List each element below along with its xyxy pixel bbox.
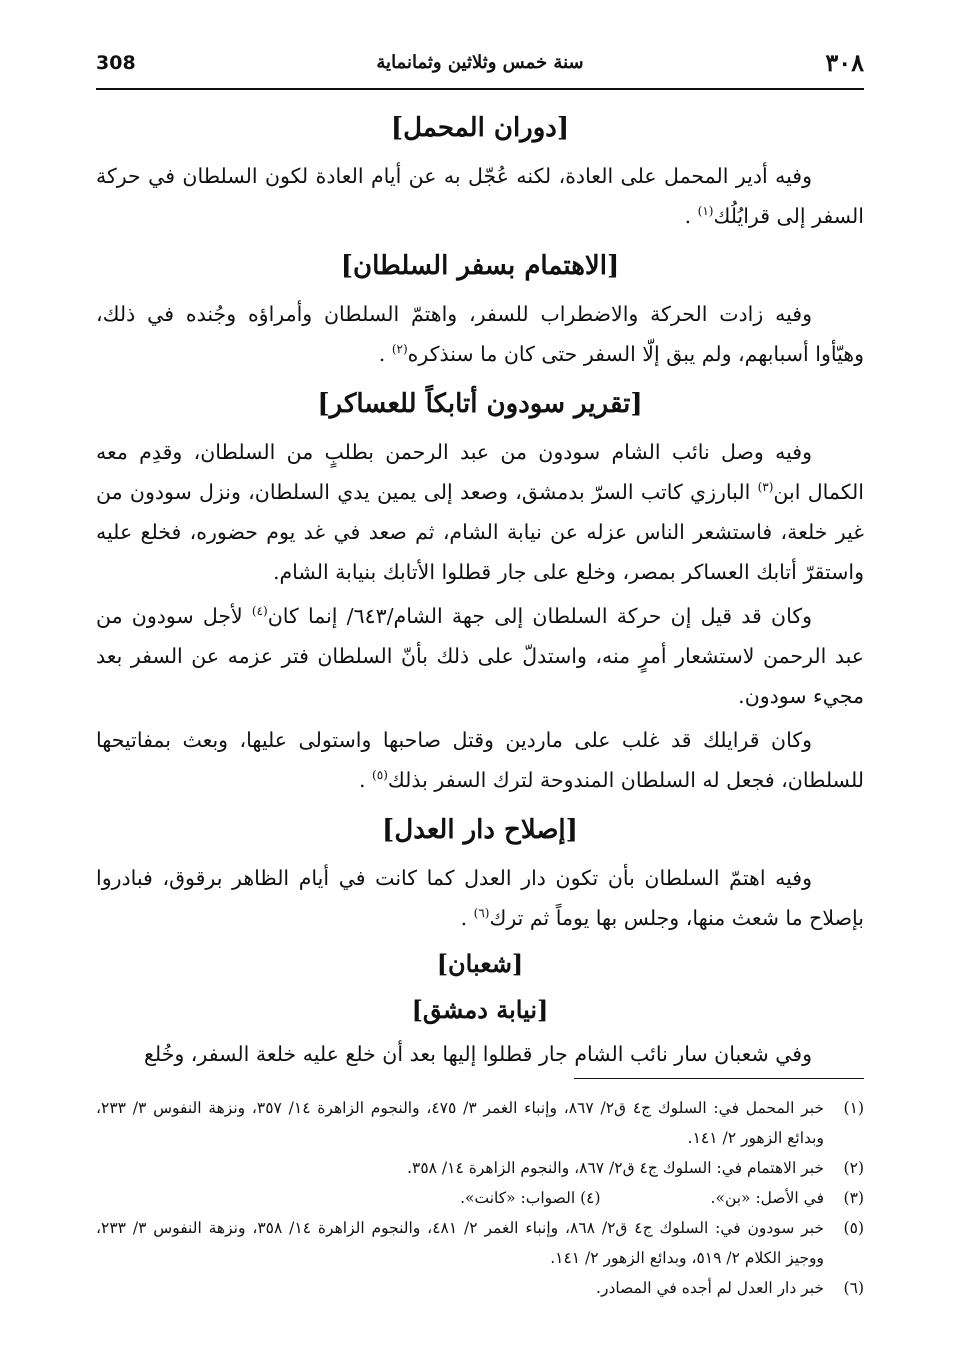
paragraph-text: البارزي كاتب السرّ بدمشق، وصعد إلى يمين يدي السلطان، ونزل سودون من غير خلعة، فاستشعر الناس عزله عن نيابة الشام، ثم صعد في غد يوم حضوره، فخلع عليه واستقرّ أتابك العساكر بمصر، وخلع على جار قطلوا الأتابك بنيابة الشام. — [96, 480, 864, 584]
paragraph-text: وفيه وصل نائب الشام سودون من عبد الرحمن بطلبٍ من السلطان، وقدِم معه الكمال ابن — [96, 440, 864, 504]
footnote-text: في الأصل: «بن». — [710, 1189, 824, 1207]
paragraph-justice-house — [96, 858, 864, 938]
footnote-text: خبر المحمل في: السلوك ج٤ ق٢/ ٨٦٧، وإنباء الغمر ٣/ ٤٧٥، والنجوم الزاهرة ١٤/ ٣٥٧، ونزهة النفوس ٣/ ٢٣٣، وبدائع الزهور ٢/ ١٤١. — [96, 1099, 824, 1147]
footnote-pair — [96, 1183, 824, 1213]
footnote-rule — [574, 1078, 864, 1079]
paragraph-mahmal — [96, 156, 864, 236]
section-heading-mahmal: [دوران المحمل] — [390, 113, 570, 143]
footnotes — [96, 1078, 864, 1303]
footnote-ref[interactable]: (٤) — [251, 604, 268, 619]
book-page — [96, 40, 864, 1340]
paragraph-text: وكان قرايلك قد غلب على ماردين وقتل صاحبها واستولى عليها، وبعث بمفاتيحها للسلطان، فجعل له السلطان المندوحة لترك السفر بذلك — [96, 728, 864, 792]
footnote-ref[interactable]: (٥) — [372, 768, 388, 783]
paragraph-text: وفيه اهتمّ السلطان بأن تكون دار العدل كما كانت في أيام الظاهر برقوق، فبادروا بإصلاح ما شعث منها، وجلس بها يوماً ثم ترك — [96, 866, 864, 930]
footnote-number: (٤) — [580, 1189, 601, 1207]
paragraph-travel — [96, 294, 864, 374]
footnote-text: خبر سودون في: السلوك ج٤ ق٢/ ٨٦٨، وإنباء الغمر ٢/ ٤٨١، والنجوم الزاهرة ١٤/ ٣٥٨، ونزهة النفوس ٣/ ٢٣٣، ووجيز الكلام ٢/ ٥١٩، وبدائع الزهور ٢/ ١٤١. — [96, 1219, 824, 1267]
footnote-1 — [96, 1093, 864, 1153]
footnote-2 — [96, 1153, 864, 1183]
paragraph-text: لأجل سودون من عبد الرحمن لاستشعار أمرٍ منه، واستدلّ على ذلك بأنّ السلطان فتر عزمه عن السفر بعد مجيء سودون. — [96, 604, 864, 708]
running-head — [96, 40, 864, 90]
footnote-ref[interactable]: (١) — [697, 204, 714, 219]
paragraph-text: وفيه زادت الحركة والاضطراب للسفر، واهتمّ السلطان وأمراؤه وجُنده في ذلك، وهيّأوا أسبابهم، ولم يبق إلّا السفر حتى كان ما سنذكره — [96, 302, 864, 366]
footnote-number: (٣) — [843, 1189, 864, 1207]
main-text — [96, 98, 864, 1078]
footnote-number: (٥) — [843, 1219, 864, 1237]
footnote-number: (٦) — [843, 1279, 864, 1297]
footnote-5 — [96, 1213, 864, 1273]
footnote-ref[interactable]: (٢) — [391, 342, 408, 357]
footnote-ref[interactable]: (٦) — [473, 906, 490, 921]
paragraph-sudun-2 — [96, 596, 864, 716]
paragraph-tail: . — [684, 204, 692, 228]
footnote-text: الصواب: «كانت». — [460, 1189, 576, 1207]
paragraph-sudun-3 — [96, 720, 864, 800]
paragraph-tail: . — [378, 342, 386, 366]
section-heading-justice-house: [إصلاح دار العدل] — [382, 815, 578, 845]
month-heading: [شعبان] — [436, 949, 524, 978]
section-heading-travel: [الاهتمام بسفر السلطان] — [340, 251, 620, 281]
running-title: سنة خمس وثلاثين وثمانماية — [376, 52, 584, 73]
paragraph-text: وفيه أدير المحمل على العادة، لكنه عُجّل به عن أيام العادة لكون السلطان في حركة السفر إلى قرايُلُك — [96, 164, 864, 228]
paragraph-tail: . — [358, 768, 366, 792]
paragraph-tail: . — [460, 906, 468, 930]
page-number-arabic: ٣٠٨ — [825, 48, 864, 77]
section-heading-sudun: [تقرير سودون أتابكاً للعساكر] — [317, 389, 643, 419]
paragraph-sudun-1 — [96, 432, 864, 592]
section-heading-damascus: [نيابة دمشق] — [411, 995, 549, 1024]
footnote-number: (٢) — [843, 1159, 864, 1177]
footnote-6 — [96, 1273, 864, 1303]
paragraph-text: وكان قد قيل إن حركة السلطان إلى جهة الشام/٦٤٣/ إنما كان — [267, 604, 812, 628]
footnote-text: خبر دار العدل لم أجده في المصادر. — [596, 1279, 824, 1297]
footnote-ref[interactable]: (٣) — [757, 480, 774, 495]
footnote-4 — [460, 1183, 600, 1213]
paragraph-damascus: وفي شعبان سار نائب الشام جار قطلوا إليها بعد أن خلع عليه خلعة السفر، وخُلع — [144, 1042, 812, 1066]
footnote-number: (١) — [843, 1099, 864, 1117]
footnote-text: خبر الاهتمام في: السلوك ج٤ ق٢/ ٨٦٧، والنجوم الزاهرة ١٤/ ٣٥٨. — [407, 1159, 824, 1177]
page-number-latin: 308 — [96, 52, 136, 74]
footnote-3-4 — [96, 1183, 864, 1213]
